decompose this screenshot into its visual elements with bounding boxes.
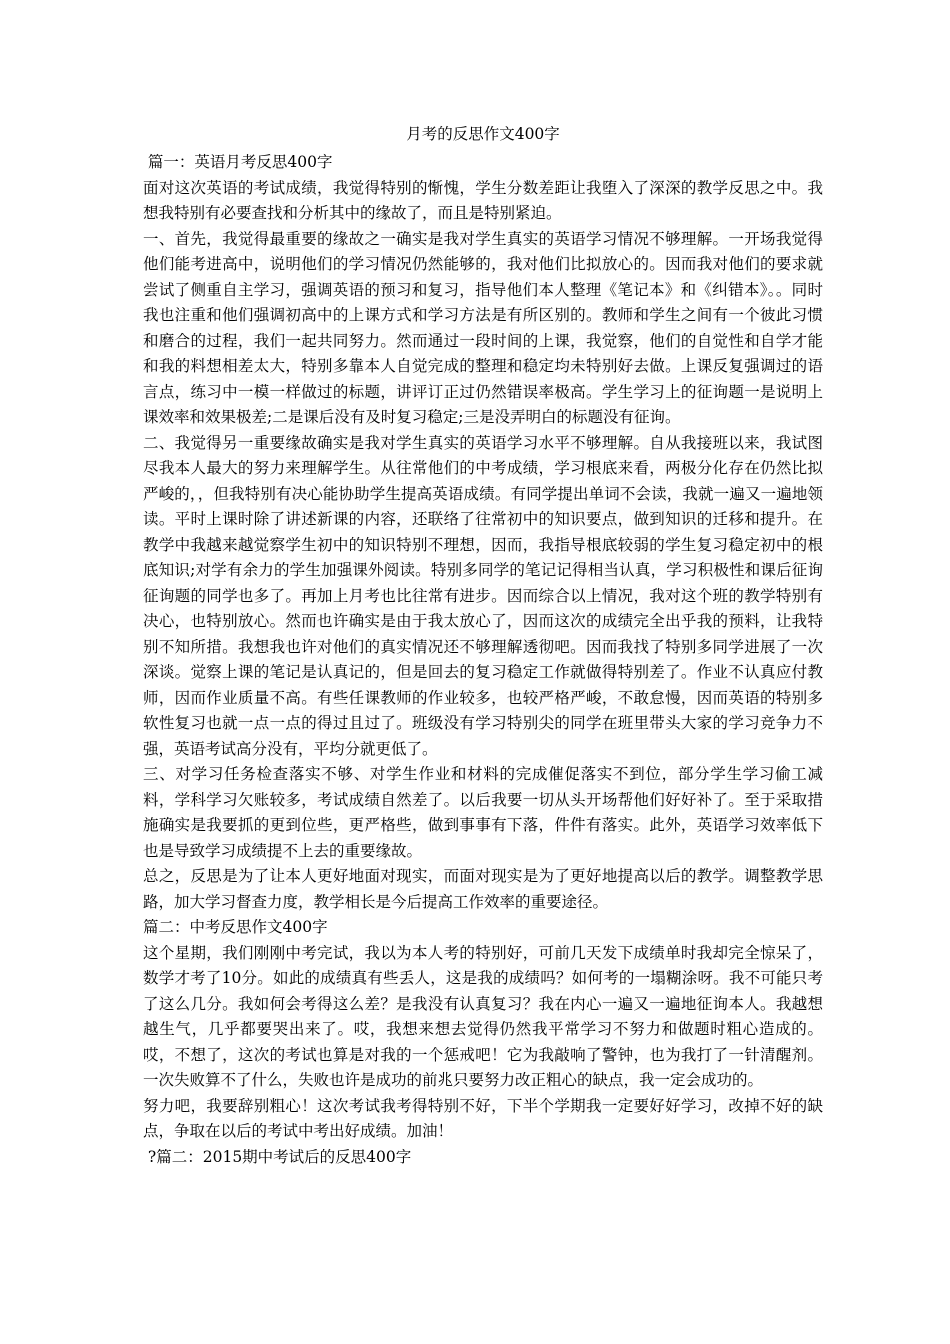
section-heading: 篇二：中考反思作文400字 xyxy=(143,918,328,936)
paragraph: 总之，反思是为了让本人更好地面对现实，而面对现实是为了更好地提高以后的教学。调整教学思路，加大学习督查力度，教学相长是今后提高工作效率的重要途径。 xyxy=(143,867,823,911)
section-heading: ?篇二：2015期中考试后的反思400字 xyxy=(143,1147,412,1166)
paragraph: 三、对学习任务检查落实不够、对学生作业和材料的完成催促落实不到位，部分学生学习偷工减料，学科学习欠账较多，考试成绩自然差了。以后我要一切从头开场帮他们好好补了。至于采取措施确实是我要抓的更到位些，更严格些，做到事事有下落，件件有落实。此外，英语学习效率低下也是导致学习成绩提不上去的重要缘故。 xyxy=(143,765,823,860)
paragraph: 一、首先，我觉得最重要的缘故之一确实是我对学生真实的英语学习情况不够理解。一开场我觉得他们能考进高中，说明他们的学习情况仍然能够的，我对他们比拟放心的。因而我对他们的要求就尝试了侧重自主学习，强调英语的预习和复习，指导他们本人整理《笔记本》和《纠错本》。。同时我也注重和他们强调初高中的上课方式和学习方法是有所区别的。教师和学生之间有一个彼此习惯和磨合的过程，我们一起共同努力。然而通过一段时间的上课，我觉察，他们的自觉性和自学才能和我的料想相差太大，特别多靠本人自觉完成的整理和稳定均未特别好去做。上课反复强调过的语言点，练习中一模一样做过的标题，讲评订正过仍然错误率极高。学生学习上的征询题一是说明上课效率和效果极差;二是课后没有及时复习稳定;三是没弄明白的标题没有征询。 xyxy=(143,229,823,426)
section-3 xyxy=(143,1145,823,1171)
document-page xyxy=(143,120,823,1170)
section-heading: 篇一：英语月考反思400字 xyxy=(143,153,333,171)
paragraph: 二、我觉得另一重要缘故确实是我对学生真实的英语学习水平不够理解。自从我接班以来，我试图尽我本人最大的努力来理解学生。从往常他们的中考成绩，学习根底来看，两极分化存在仍然比拟严峻的，，但我特别有决心能协助学生提高英语成绩。有同学提出单词不会读，我就一遍又一遍地领读。平时上课时除了讲述新课的内容，还联络了往常初中的知识要点，做到知识的迁移和提升。在教学中我越来越觉察学生初中的知识特别不理想，因而，我指导根底较弱的学生复习稳定初中的根底知识;对学有余力的学生加强课外阅读。特别多同学的笔记记得相当认真，学习积极性和课后征询征询题的同学也多了。再加上月考也比往常有进步。因而综合以上情况，我对这个班的教学特别有决心，也特别放心。然而也许确实是由于我太放心了，因而这次的成绩完全出乎我的预料，让我特别不知所措。我想我也许对他们的真实情况还不够理解透彻吧。因而我找了特别多同学进展了一次深谈。觉察上课的笔记是认真记的，但是回去的复习稳定工作就做得特别差了。作业不认真应付教师，因而作业质量不高。有些任课教师的作业较多，也较严格严峻，不敢怠慢，因而英语的特别多软性复习也就一点一点的得过且过了。班级没有学习特别尖的同学在班里带头大家的学习竞争力不强，英语考试高分没有，平均分就更低了。 xyxy=(143,433,823,758)
paragraph: 面对这次英语的考试成绩，我觉得特别的惭愧，学生分数差距让我堕入了深深的教学反思之中。我想我特别有必要查找和分析其中的缘故了，而且是特别紧迫。 xyxy=(143,178,823,222)
document-title: 月考的反思作文400字 xyxy=(406,125,560,143)
section-2 xyxy=(143,915,823,1145)
paragraph: 努力吧，我要辞别粗心！这次考试我考得特别不好，下半个学期我一定要好好学习，改掉不好的缺点，争取在以后的考试中考出好成绩。加油！ xyxy=(143,1096,823,1140)
section-1 xyxy=(143,150,823,915)
paragraph: 这个星期，我们刚刚中考完试，我以为本人考的特别好，可前几天发下成绩单时我却完全惊呆了，数学才考了10分。如此的成绩真有些丢人，这是我的成绩吗？如何考的一塌糊涂呀。我不可能只考了这么几分。我如何会考得这么差？是我没有认真复习？我在内心一遍又一遍地征询本人。我越想越生气，几乎都要哭出来了。哎，我想来想去觉得仍然我平常学习不努力和做题时粗心造成的。哎，不想了，这次的考试也算是对我的一个惩戒吧！它为我敲响了警钟，也为我打了一针清醒剂。一次失败算不了什么，失败也许是成功的前兆只要努力改正粗心的缺点，我一定会成功的。 xyxy=(143,943,823,1089)
